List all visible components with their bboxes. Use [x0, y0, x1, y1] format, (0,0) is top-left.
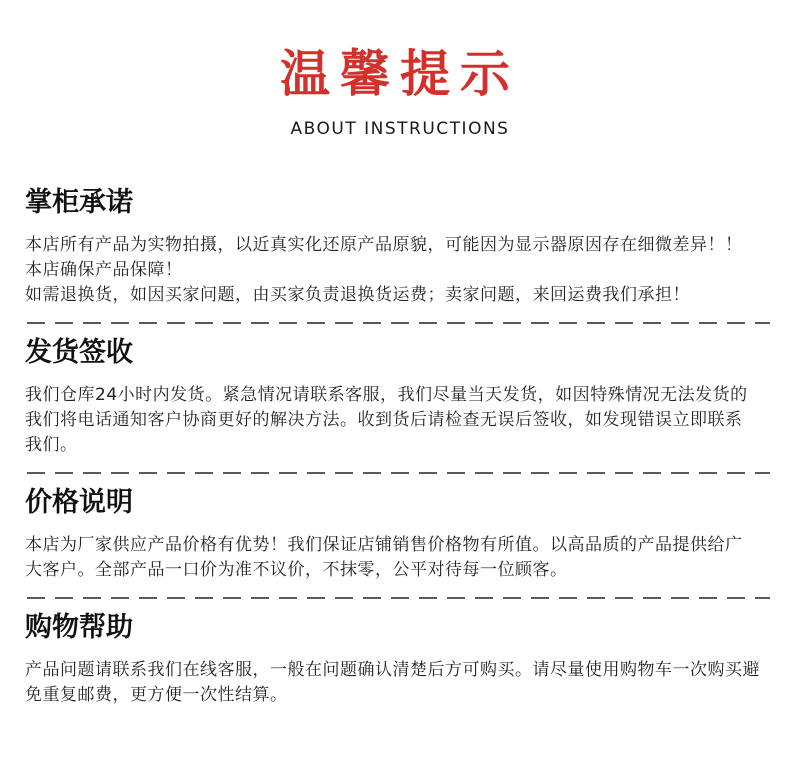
- section-body: [25, 233, 772, 308]
- section-heading: 购物帮助: [25, 612, 133, 643]
- page-title: 温馨提示: [280, 45, 520, 103]
- body-line: 我们将电话通知客户协商更好的解决方法。收到货后请检查无误后签收，如发现错误立即联系: [25, 410, 743, 430]
- section-heading: 价格说明: [25, 487, 133, 518]
- section-body: [25, 383, 772, 458]
- body-line: 我们。: [25, 435, 78, 455]
- body-line: 免重复邮费，更方便一次性结算。: [25, 685, 288, 705]
- body-line: 本店所有产品为实物拍摄，以近真实化还原产品原貌，可能因为显示器原因存在细微差异！！: [25, 235, 743, 255]
- body-line: 我们仓库24小时内发货。紧急情况请联系客服，我们尽量当天发货，如因特殊情况无法发货的: [25, 385, 748, 405]
- section-shopkeeper-promise: [25, 189, 772, 308]
- page-content: [0, 189, 800, 708]
- dashed-divider: [27, 472, 770, 474]
- page-header: [0, 0, 800, 139]
- section-body: [25, 658, 772, 708]
- section-heading: 发货签收: [25, 337, 133, 368]
- body-line: 大客户。全部产品一口价为准不议价，不抹零，公平对待每一位顾客。: [25, 560, 568, 580]
- section-heading: 掌柜承诺: [25, 187, 133, 218]
- section-shopping-help: [25, 614, 772, 708]
- dashed-divider: [27, 597, 770, 599]
- body-line: 本店为厂家供应产品价格有优势！我们保证店铺销售价格物有所值。以高品质的产品提供给广: [25, 535, 743, 555]
- section-price-explanation: [25, 489, 772, 583]
- dashed-divider: [27, 322, 770, 324]
- body-line: 产品问题请联系我们在线客服，一般在问题确认清楚后方可购买。请尽量使用购物车一次购买避: [25, 660, 760, 680]
- body-line: 本店确保产品保障！: [25, 260, 183, 280]
- body-line: 如需退换货，如因买家问题，由买家负责退换货运费；卖家问题，来回运费我们承担！: [25, 285, 690, 305]
- section-body: [25, 533, 772, 583]
- page-subtitle: ABOUT INSTRUCTIONS: [290, 119, 510, 139]
- section-shipping-signoff: [25, 339, 772, 458]
